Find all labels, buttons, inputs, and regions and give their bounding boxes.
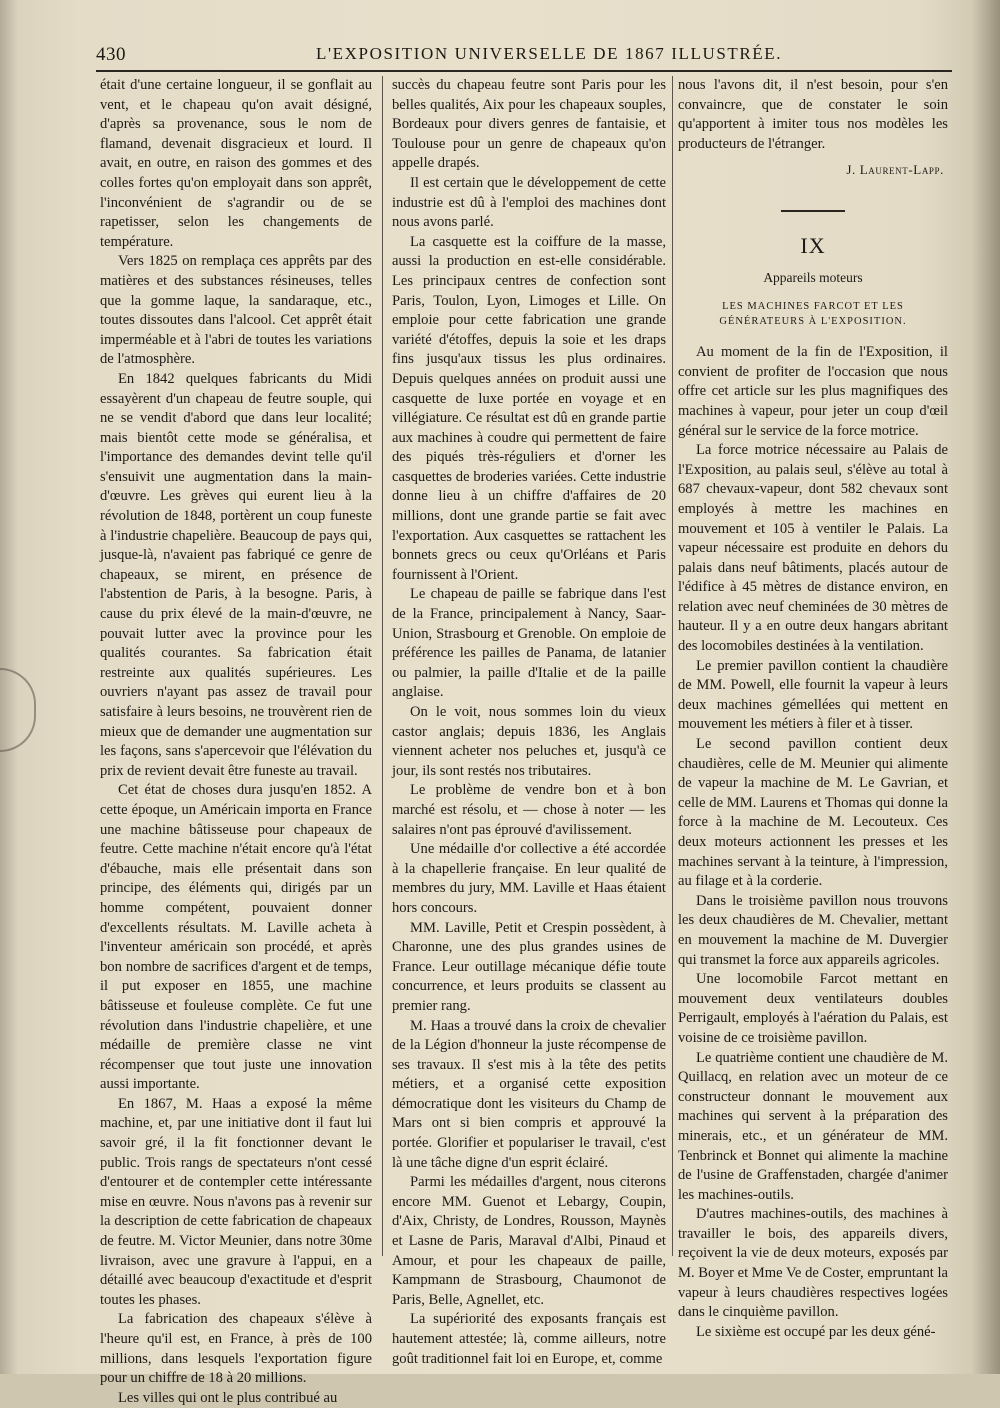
paragraph: Le chapeau de paille se fabrique dans l'est de la France, principalement à Nancy, Saar-Union, Strasbourg et Grenoble. On emploie de préférence les pailles de Panama, de latanier ou palmier, la paille d'Italie et de la paille anglaise. — [392, 586, 666, 701]
paragraph: La supériorité des exposants français est hautement attestée; là, comme ailleurs, notre goût traditionnel fait loi en Europe, et, comme — [392, 1311, 666, 1367]
header-rule — [96, 70, 952, 72]
page-number: 430 — [96, 44, 126, 65]
paragraph: La force motrice nécessaire au Palais de l'Exposition, au palais seul, s'élève au total à 687 chevaux-vapeur, dont 582 chevaux sont employés à mettre les machines en mouvement et 105 à ventiler le Palais. La vapeur nécessaire est produite en dehors du palais dans neuf bâtiments, placés autour de l'édifice à 45 mètres de distance environ, en relation avec neuf cheminées de 30 mètres de hauteur. Il y a en outre deux hangars abritant des locomobiles destinées à la ventilation. — [678, 442, 948, 655]
column-3 — [678, 76, 948, 1342]
paragraph: Parmi les médailles d'argent, nous citerons encore MM. Guenot et Lebargy, Coupin, d'Aix, Christy, de Londres, Rousson, Maynès et Lasne de Paris, Maraval d'Albi, Pinaud et Amour, et pour les chapeaux de paille, Kampmann de Strasbourg, Chaumonot de Paris, Belle, Agnellet, etc. — [392, 1174, 666, 1308]
page-edge-shadow — [972, 0, 1000, 1374]
paragraph: Il est certain que le développement de cette industrie est dû à l'emploi des machines dont nous avons parlé. — [392, 174, 666, 231]
paragraph: Au moment de la fin de l'Exposition, il convient de profiter de l'occasion que nous offre cet article sur les plus magnifiques des machines à vapeur, pour jeter un coup d'œil général sur le service de la force motrice. — [678, 344, 948, 439]
section-rule — [781, 210, 845, 212]
section-numeral: IX — [800, 232, 826, 258]
paragraph: M. Haas a trouvé dans la croix de chevalier de la Légion d'honneur la juste récompense de ses travaux. Il s'est mis à la tête des petits métiers, et a organisé cette exposition démocratique dont les visiteurs du Champ de Mars ont si bien compris et approuvé la portée. Glorifier et populariser le travail, c'est là une tâche digne d'un esprit éclairé. — [392, 1017, 666, 1171]
section-subtitle: LES MACHINES FARCOT ET LES GÉNÉRATEURS À L'EXPOSITION. — [719, 301, 907, 328]
page-header — [96, 42, 952, 68]
paragraph: Les villes qui ont le plus contribué au — [118, 1389, 338, 1406]
paragraph: En 1842 quelques fabricants du Midi essayèrent d'un chapeau de feutre souple, qui ne se vendit d'abord que dans leur localité; mais bientôt cette mode se généralisa, et l'importance des demandes devint telle qu'il s'ensuivit une augmentation dans la main-d'œuvre. Les grèves qui eurent lieu à la révolution de 1848, portèrent un coup funeste à l'industrie chapelière. Beaucoup de pays qui, jusque-là, n'avaient pas fabriqué ce genre de chapeaux, se mirent, en présence de l'abstention de Paris, à la besogne. Paris, à cause du prix élevé de la main-d'œuvre, ne pouvait lutter avec la province pour les qualités courantes. Sa fabrication était restreinte aux qualités supérieures. Les ouvriers n'ayant pas assez de travail pour satisfaire à leurs besoins, ne trouvèrent rien de mieux que de demander une augmentation sur les façons, sans s'apercevoir que l'élévation du prix de revient devait être funeste au travail. — [100, 370, 372, 779]
paragraph: Le problème de vendre bon et à bon marché est résolu, et — chose à noter — les salaires n'ont pas éprouvé d'avilissement. — [392, 782, 666, 838]
paragraph: Dans le troisième pavillon nous trouvons les deux chaudières de M. Chevalier, mettant en mouvement la machine de M. Duvergier qui transmet la force aux appareils agricoles. — [678, 892, 948, 968]
paragraph: Cet état de choses dura jusqu'en 1852. A cette époque, un Américain importa en France une machine bâtisseuse pour chapeaux de feutre. Cette machine n'était encore qu'à l'état d'ébauche, mais elle présentait dans son principe, des éléments qui, dirigés par un homme compétent, pouvaient donner d'excellents résultats. M. Laville acheta à l'inventeur américain son procédé, et après bon nombre de sacrifices d'argent et de temps, il put exposer en 1855, une machine bâtisseuse et fouleuse complète. Ce fut une révolution dans l'industrie chapelière, et une médaille de première classe ne vint récompenser que tout juste une innovation aussi importante. — [100, 782, 372, 1093]
paragraph: La fabrication des chapeaux s'élève à l'heure qu'il est, en France, à près de 100 millions, dans lesquels l'exportation figure pour un chiffre de 18 à 20 millions. — [100, 1311, 372, 1387]
paragraph: La casquette est la coiffure de la masse, aussi la production en est-elle considérable. Les principaux centres de confection sont Paris, Toulon, Lyon, Limoges et Lille. On emploie pour cette fabrication une grande variété d'étoffes, depuis la soie et les draps fins jusqu'aux tissus les plus ordinaires. Depuis quelques années on produit aussi une casquette de luxe portée en voyage et en villégiature. Ce résultat est dû en grande partie aux machines à coudre qui permettent de faire des piqués très-réguliers et d'orner les casquettes de broderies variées. Cette industrie donne lieu à un chiffre d'affaires de 20 millions, dont une grande partie se fait avec l'exportation. Aux casquettes se rattachent les bonnets grecs ou ceux qu'Orléans et Paris fournissent à l'Orient. — [392, 233, 666, 583]
paragraph: Une médaille d'or collective a été accordée à la chapellerie française. En leur qualité de membres du jury, MM. Laville et Haas étaient hors concours. — [392, 841, 666, 916]
paragraph: était d'une certaine longueur, il se gonflait au vent, et le chapeau qu'on avait désigné, d'après sa provenance, sous le nom de flamand, devenait disgracieux et lourd. Il avait, en outre, en raison des gommes et des colles fortes qu'on employait dans son apprêt, l'inconvénient de s'agrandir ou de se rapetisser, selon les changements de température. — [100, 77, 372, 250]
paragraph: En 1867, M. Haas a exposé la même machine, et, par une initiative dont il faut lui savoir gré, il la fit fonctionner devant le public. Trois rangs de spectateurs n'ont cessé d'entourer et de contempler cette intéressante mise en œuvre. Nous n'avons pas à revenir sur la description de cette fabrication de chapeaux de feutre. M. Victor Meunier, dans notre 30me livraison, avec une gravure à l'appui, en a détaillé avec beaucoup d'exactitude et d'esprit toutes les phases. — [100, 1095, 372, 1308]
paragraph: On le voit, nous sommes loin du vieux castor anglais; depuis 1836, les Anglais viennent acheter nos peluches et, jusqu'à ce jour, ils sont restés nos tributaires. — [392, 704, 666, 779]
paragraph: succès du chapeau feutre sont Paris pour les belles qualités, Aix pour les chapeaux souples, Bordeaux pour divers genres de fantaisie, et Toulouse pour un genre de chapeaux qu'on appelle drapés. — [392, 77, 666, 172]
paragraph: Le sixième est occupé par les deux géné- — [696, 1323, 936, 1340]
paragraph: nous l'avons dit, il n'est besoin, pour s'en convaincre, que de constater le soin qu'apportent à imiter tous nos modèles les producteurs de l'étranger. — [678, 77, 948, 152]
paragraph: Le second pavillon contient deux chaudières, celle de M. Meunier qui alimente de vapeur la machine de M. Le Gavrian, et celle de MM. Laurens et Thomas qui donne la force à la machine de M. Lecouteux. Ces deux moteurs actionnent les presses et les machines servant à la teinture, à l'impression, au filage et à la corderie. — [678, 736, 948, 890]
column-divider — [382, 76, 383, 1256]
section-title: Appareils moteurs — [763, 269, 863, 285]
paragraph: Une locomobile Farcot mettant en mouvement deux ventilateurs doubles Perrigault, employés à l'aération du Palais, est voisine de ce troisième pavillon. — [678, 971, 948, 1046]
column-divider — [672, 76, 673, 1256]
paragraph: Le quatrième contient une chaudière de M. Quillacq, en relation avec un moteur de ce constructeur donnant le mouvement aux machines qui servent à la préparation des minerais, etc., et un générateur de MM. Tenbrinck et Bonnet qui alimente la machine de l'usine de Graffenstaden, chargée d'animer les machines-outils. — [678, 1049, 948, 1203]
column-2 — [392, 76, 666, 1369]
running-title: L'EXPOSITION UNIVERSELLE DE 1867 ILLUSTRÉE. — [316, 44, 783, 63]
column-1 — [100, 76, 372, 1408]
paragraph: Vers 1825 on remplaça ces apprêts par des matières et des substances résineuses, telles que la gomme laque, la sandaraque, etc., toutes dissoutes dans l'alcool. Cet apprêt était imperméable et à l'abri de toutes les variations de l'atmosphère. — [100, 253, 372, 368]
paragraph: D'autres machines-outils, des machines à travailler le bois, des appareils divers, reçoivent la vie de deux moteurs, exposés par M. Boyer et Mme Ve de Coster, empruntant la vapeur à leurs chaudières respectives logées dans le cinquième pavillon. — [678, 1206, 948, 1321]
author-signature: J. Laurent-Lapp. — [846, 162, 944, 178]
paragraph: MM. Laville, Petit et Crespin possèdent, à Charonne, une des plus grandes usines de France. Leur outillage mécanique défie toute concurrence, et leurs produits se classent au premier rang. — [392, 919, 666, 1014]
paragraph: Le premier pavillon contient la chaudière de MM. Powell, elle fournit la vapeur à leurs deux machines gémellées qui mettent en mouvement les métiers à filer et à tisser. — [678, 657, 948, 733]
binding-tab — [0, 668, 36, 752]
